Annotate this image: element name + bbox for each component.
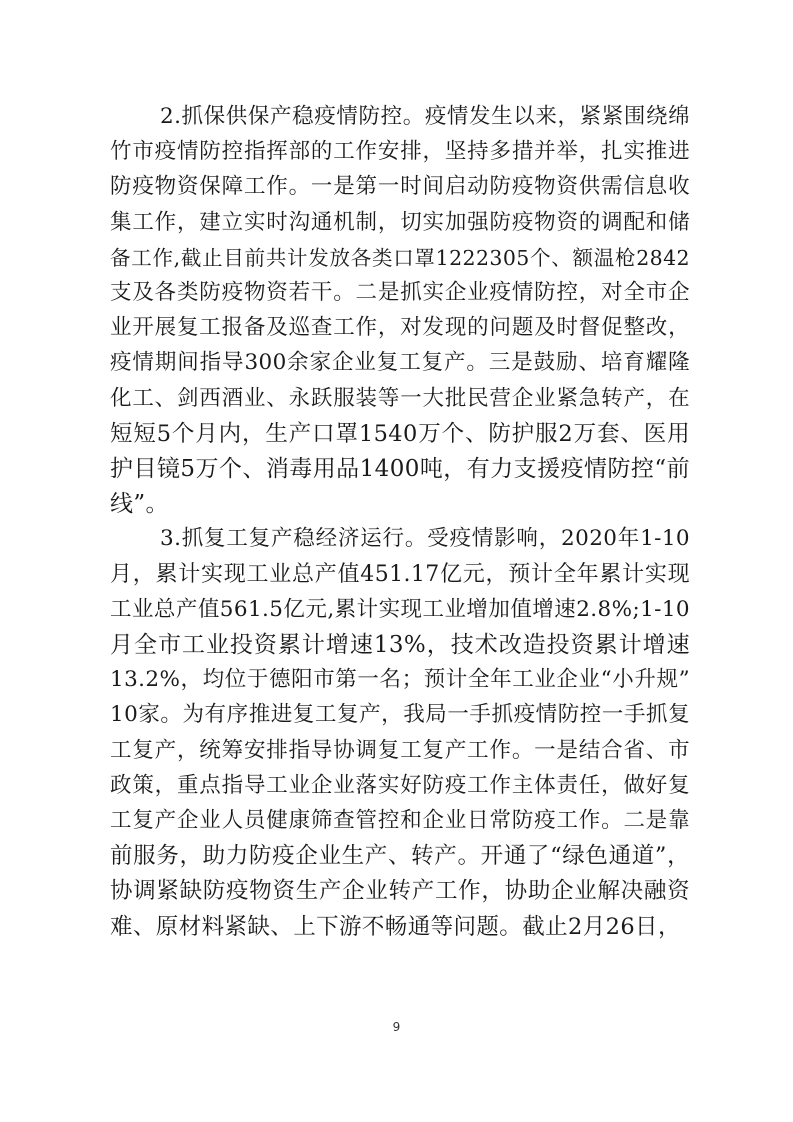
text-line: 短短5个月内，生产口罩1540万个、防护服2万套、医用 xyxy=(110,420,690,447)
text-line: 备工作,截止目前共计发放各类口罩1222305个、额温枪2842 xyxy=(110,245,690,270)
text-line: 工复产企业人员健康筛查管控和企业日常防疫工作。二是靠 xyxy=(110,808,690,833)
text-line: 竹市疫情防控指挥部的工作安排，坚持多措并举，扎实推进 xyxy=(110,139,690,165)
text-line: 防疫物资保障工作。一是第一时间启动防疫物资供需信息收 xyxy=(110,174,690,200)
text-line: 协调紧缺防疫物资生产企业转产工作，协助企业解决融资 xyxy=(110,878,690,905)
text-line: 3.抓复工复产稳经济运行。受疫情影响，2020年1-10 xyxy=(160,526,690,552)
text-line: 护目镜5万个、消毒用品1400吨，有力支援疫情防控“前 xyxy=(110,456,690,482)
text-line: 集工作，建立实时沟通机制，切实加强防疫物资的调配和储 xyxy=(110,209,690,235)
text-line: 月，累计实现工业总产值451.17亿元，预计全年累计实现 xyxy=(110,561,690,587)
text-line: 政策，重点指导工业企业落实好防疫工作主体责任，做好复 xyxy=(110,772,690,798)
text-line: 难、原材料紧缺、上下游不畅通等问题。截止2月26日， xyxy=(110,913,681,940)
text-line: 前服务，助力防疫企业生产、转产。开通了“绿色通道”， xyxy=(110,843,690,870)
text-line: 工复产，统筹安排指导协调复工复产工作。一是结合省、市 xyxy=(110,737,690,763)
text-line: 2.抓保供保产稳疫情防控。疫情发生以来，紧紧围绕绵 xyxy=(160,104,690,129)
page-number: 9 xyxy=(392,1020,401,1034)
text-line: 线”。 xyxy=(110,491,169,518)
text-line: 13.2%，均位于德阳市第一名；预计全年工业企业“小升规” xyxy=(110,667,690,693)
text-line: 10家。为有序推进复工复产，我局一手抓疫情防控一手抓复 xyxy=(110,702,690,728)
text-line: 工业总产值561.5亿元,累计实现工业增加值增速2.8%;1-10 xyxy=(110,596,690,622)
text-line: 化工、剑西酒业、永跃服装等一大批民营企业紧急转产，在 xyxy=(110,385,690,411)
text-line: 月全市工业投资累计增速13%，技术改造投资累计增速 xyxy=(110,632,690,658)
text-line: 疫情期间指导300余家企业复工复产。三是鼓励、培育耀隆 xyxy=(110,350,690,376)
text-line: 业开展复工报备及巡查工作，对发现的问题及时督促整改， xyxy=(110,315,690,341)
text-line: 支及各类防疫物资若干。二是抓实企业疫情防控，对全市企 xyxy=(110,280,690,305)
